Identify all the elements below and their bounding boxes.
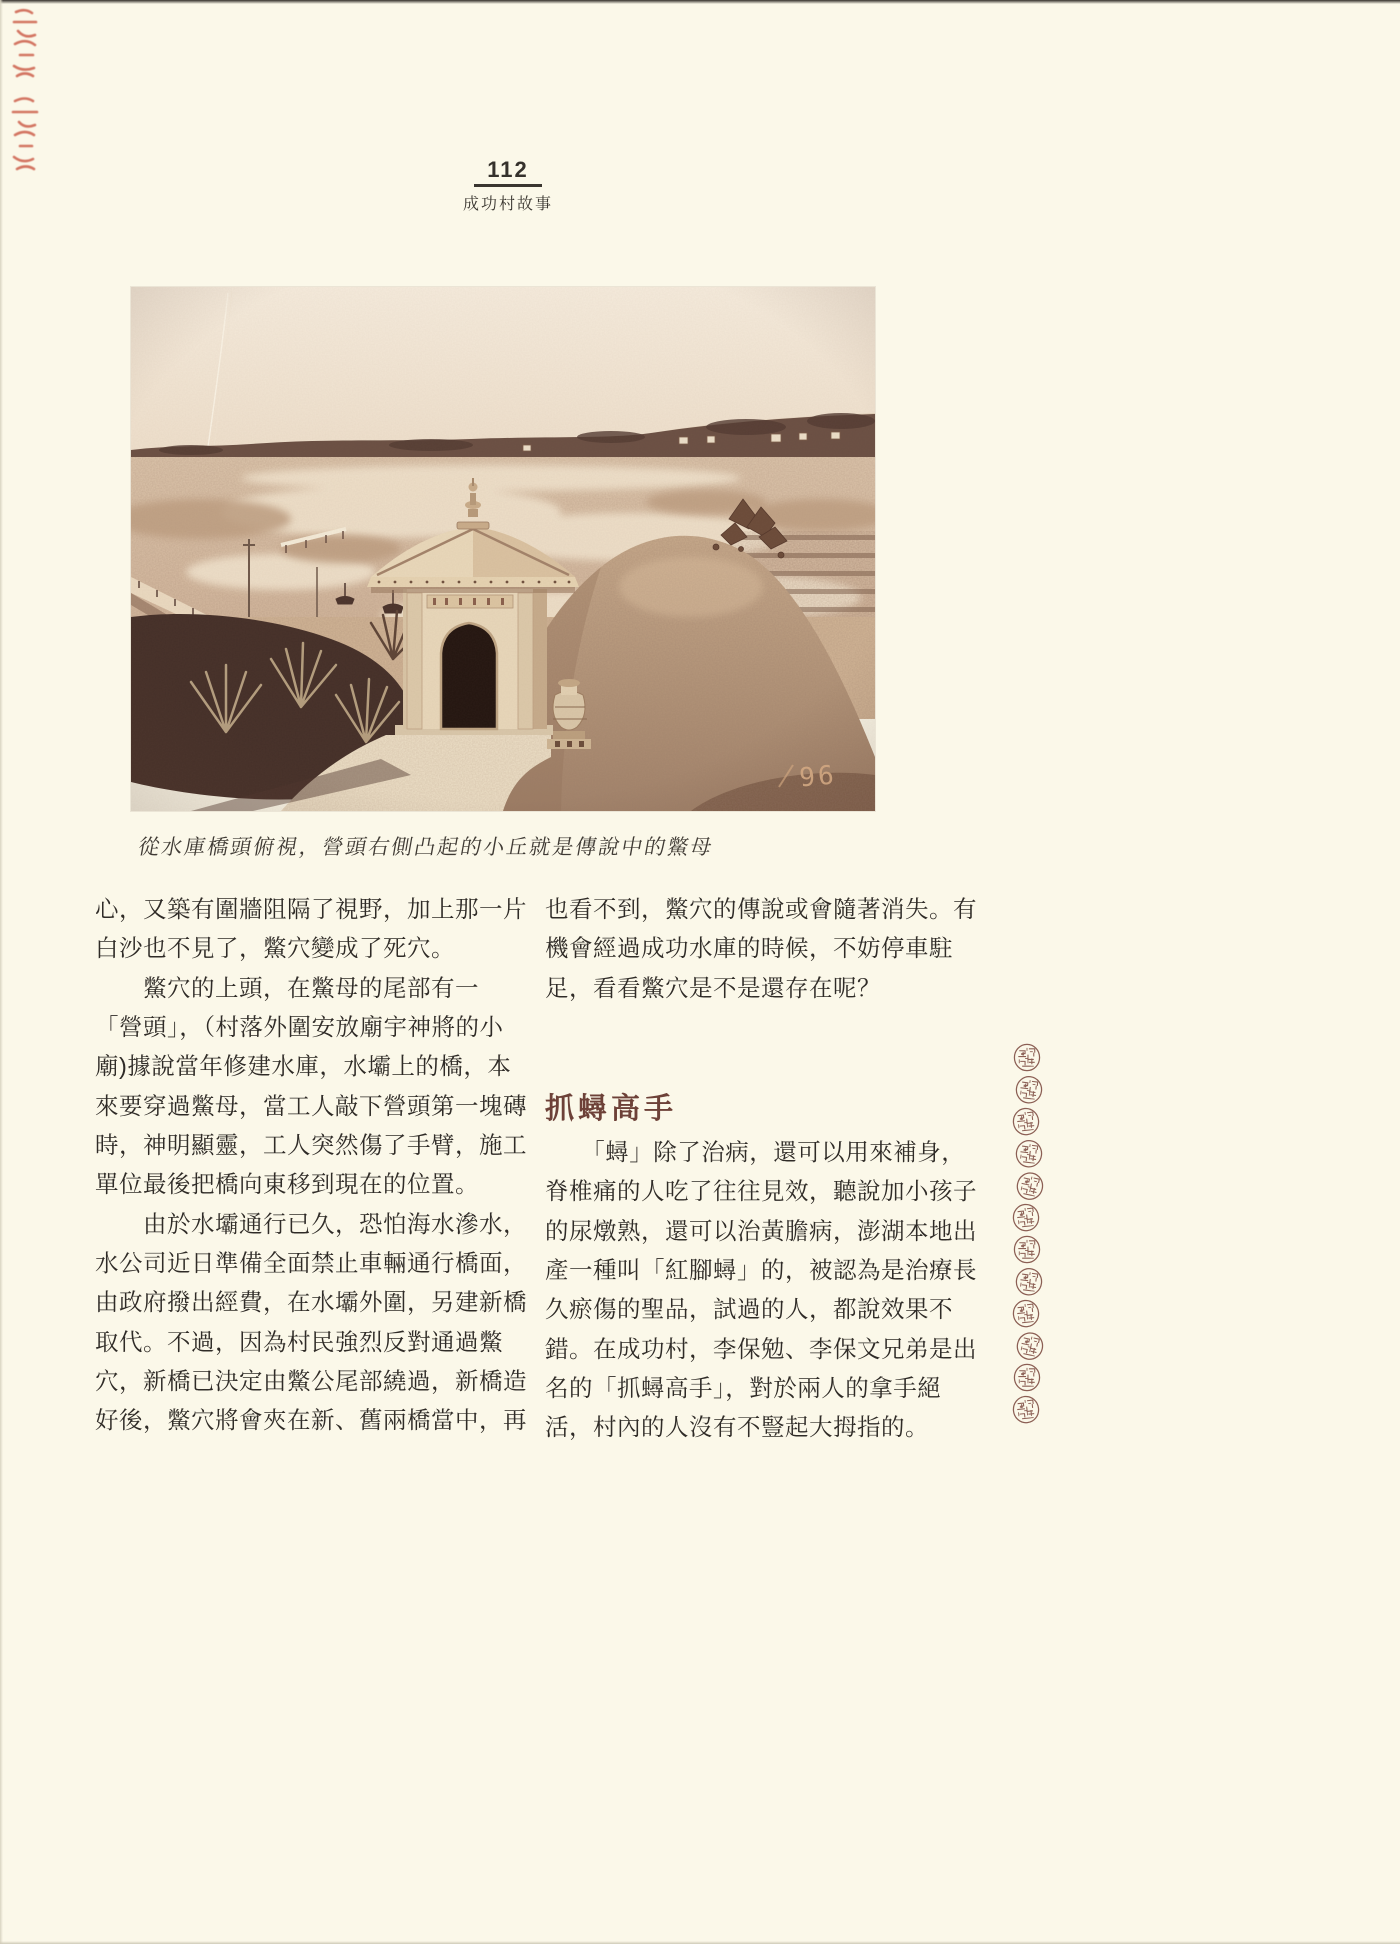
- landscape-photo-art: [131, 287, 875, 811]
- text-line: 取代。不過，因為村民強烈反對通過鱉: [95, 1328, 503, 1355]
- seal-stamp: [1010, 1106, 1043, 1138]
- text-line: 由於水壩通行已久，恐怕海水滲水，: [95, 1210, 527, 1237]
- text-line: 廟)據說當年修建水庫，水壩上的橋，本: [95, 1053, 512, 1080]
- landscape-photo: [131, 287, 875, 811]
- photo-caption: 從水庫橋頭俯視，營頭右側凸起的小丘就是傳說中的鱉母: [136, 836, 716, 859]
- text-line: 單位最後把橋向東移到現在的位置。: [95, 1171, 479, 1198]
- text-line: 活，村內的人沒有不豎起大拇指的。: [545, 1414, 929, 1441]
- text-line: 產一種叫「紅腳蟳」的，被認為是治療長: [545, 1257, 977, 1284]
- text-line: 「蟳」除了治病，還可以用來補身，: [545, 1139, 966, 1165]
- text-line: 來要穿過鱉母，當工人敲下營頭第一塊磚: [95, 1092, 527, 1119]
- text-line: 由政府撥出經費，在水壩外圍，另建新橋: [95, 1289, 527, 1316]
- title-underline: [474, 184, 542, 187]
- text-line: 脊椎痛的人吃了往往見效，聽說加小孩子: [545, 1178, 977, 1205]
- text-line: 心，又築有圍牆阻隔了視野，加上那一片: [95, 896, 527, 922]
- seal-stamp: [1012, 1235, 1042, 1264]
- text-line: 足，看看鱉穴是不是還存在呢？: [545, 974, 881, 1001]
- seal-stamp-column: [1012, 1044, 1048, 1428]
- seal-stamp: [1010, 1298, 1043, 1330]
- text-line: 久瘀傷的聖品，試過的人，都說效果不: [545, 1296, 953, 1323]
- seal-stamp: [1012, 1138, 1045, 1170]
- text-line: 的尿燉熟，還可以治黃膽病，澎湖本地出: [545, 1217, 977, 1244]
- text-line: 也看不到，鱉穴的傳說或會隨著消失。有: [545, 896, 977, 922]
- seal-stamp: [1012, 1329, 1047, 1364]
- book-title: 成功村故事: [462, 196, 553, 213]
- article-section-body: [545, 1133, 1015, 1448]
- text-line: 鱉穴的上頭，在鱉母的尾部有一: [95, 974, 479, 1001]
- seal-stamp: [1012, 1169, 1047, 1204]
- seal-stamp: [1012, 1363, 1042, 1392]
- text-line: 穴，新橋已決定由鱉公尾部繞過，新橋造: [95, 1368, 527, 1395]
- scan-edge-top: [0, 0, 1400, 4]
- text-line: 錯。在成功村，李保勉、李保文兄弟是出: [545, 1335, 977, 1362]
- corner-bleed-marks: [8, 4, 46, 184]
- section-heading: 抓蟳高手: [545, 1093, 678, 1125]
- article-right-column-intro: [545, 890, 1015, 1008]
- text-line: 水公司近日準備全面禁止車輛通行橋面，: [95, 1250, 527, 1277]
- page-number: 112: [487, 157, 529, 182]
- seal-stamp: [1010, 1394, 1043, 1426]
- seal-stamp: [1012, 1266, 1045, 1298]
- seal-stamp: [1012, 1074, 1045, 1106]
- text-line: 機會經過成功水庫的時候，不妨停車駐: [545, 935, 953, 962]
- running-head: [408, 157, 608, 214]
- scan-edge-left: [0, 0, 3, 1944]
- article-left-column: [95, 890, 565, 1441]
- text-line: 白沙也不見了，鱉穴變成了死穴。: [95, 935, 455, 962]
- text-line: 時，神明顯靈，工人突然傷了手臂，施工: [95, 1132, 527, 1159]
- text-line: 名的「抓蟳高手」，對於兩人的拿手絕: [545, 1375, 942, 1402]
- seal-stamp: [1010, 1202, 1043, 1234]
- text-line: 好後，鱉穴將會夾在新、舊兩橋當中，再: [95, 1407, 527, 1434]
- text-line: 「營頭」，（村落外圍安放廟宇神將的小: [95, 1014, 504, 1041]
- seal-stamp: [1012, 1043, 1042, 1072]
